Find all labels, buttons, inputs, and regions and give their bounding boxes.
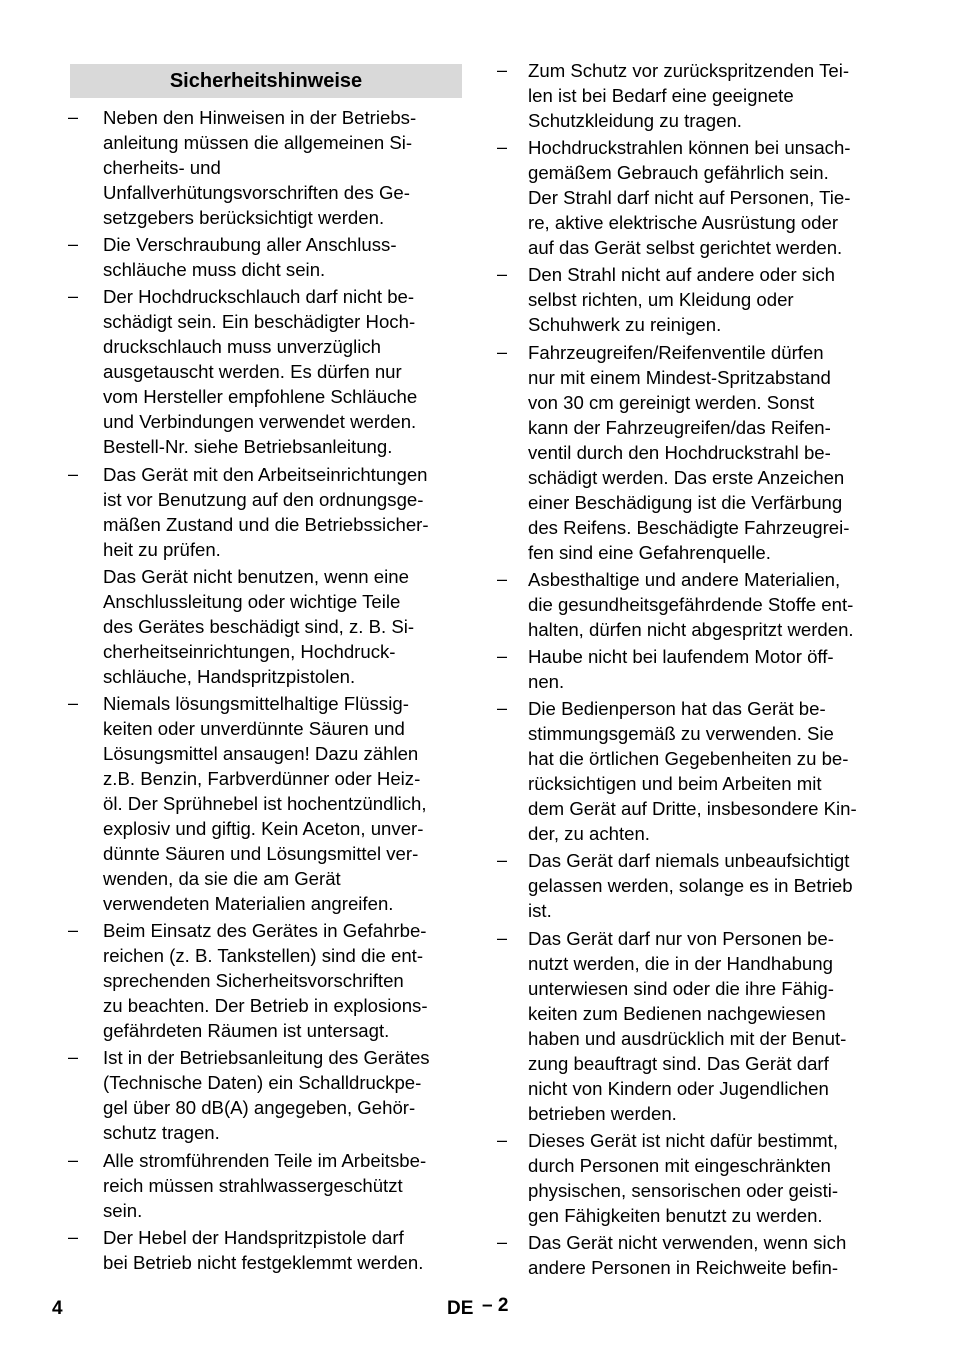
text-line: einer Beschädigung ist die Verfärbung xyxy=(528,491,843,513)
bullet-dash: – xyxy=(497,850,508,871)
text-line: ist. xyxy=(528,900,552,922)
text-line: halten, dürfen nicht abgespritzt werden. xyxy=(528,618,854,640)
text-line: gemäßem Gebrauch gefährlich sein. xyxy=(528,162,829,184)
text-line: Alle stromführenden Teile im Arbeitsbe- xyxy=(103,1149,427,1171)
text-line: Neben den Hinweisen in der Betriebs- xyxy=(103,107,417,128)
text-line: Dieses Gerät ist nicht dafür bestimmt, xyxy=(528,1129,839,1151)
text-line: vom Hersteller empfohlene Schläuche xyxy=(103,386,418,408)
bullet-dash: – xyxy=(497,1129,508,1150)
text-line: Haube nicht bei laufendem Motor öff- xyxy=(528,646,834,667)
bullet-dash: – xyxy=(497,646,508,666)
section-heading xyxy=(70,64,462,98)
text-line: zu beachten. Der Betrieb in explosions- xyxy=(103,995,428,1017)
text-line: der, zu achten. xyxy=(528,823,650,845)
text-line: selbst richten, um Kleidung oder xyxy=(528,289,794,311)
bullet-dash: – xyxy=(497,60,508,80)
text-line: mäßen Zustand und die Betriebssicher- xyxy=(103,513,429,535)
text-line: Schutzkleidung zu tragen. xyxy=(528,110,742,131)
text-line: schutz tragen. xyxy=(103,1122,220,1144)
text-line: gelassen werden, solange es in Betrieb xyxy=(528,875,853,897)
bullet-dash: – xyxy=(497,698,508,719)
text-line: Anschlussleitung oder wichtige Teile xyxy=(103,590,401,612)
bullet-dash: – xyxy=(497,927,508,948)
text-line: auf das Gerät selbst gerichtet werden. xyxy=(528,237,843,259)
text-line: Die Bedienperson hat das Gerät be- xyxy=(528,698,826,720)
text-line: Zum Schutz vor zurückspritzenden Tei- xyxy=(528,60,850,81)
text-line: unterwiesen sind oder die ihre Fähig- xyxy=(528,977,834,999)
text-line: reichen (z. B. Tankstellen) sind die ent- xyxy=(103,945,424,967)
text-line: explosiv und giftig. Kein Aceton, unver- xyxy=(103,818,424,839)
text-line: stimmungsgemäß zu verwenden. Sie xyxy=(528,723,834,745)
text-line: nicht von Kindern oder Jugendlichen xyxy=(528,1077,829,1099)
text-line: gen Fähigkeiten benutzt zu werden. xyxy=(528,1204,823,1226)
bullet-dash: – xyxy=(68,107,79,127)
text-line: Die Verschraubung aller Anschluss- xyxy=(103,234,397,256)
bullet-dash: – xyxy=(68,1149,79,1170)
text-line: des Reifens. Beschädigte Fahrzeugrei- xyxy=(528,516,850,538)
text-line: ausgetauscht werden. Es dürfen nur xyxy=(103,361,402,383)
text-line: die gesundheitsgefährdende Stoffe ent- xyxy=(528,593,854,615)
bullet-dash: – xyxy=(497,1232,508,1252)
text-line: Der Strahl darf nicht auf Personen, Tie- xyxy=(528,187,851,209)
text-line: Fahrzeugreifen/Reifenventile dürfen xyxy=(528,341,824,363)
text-line: cherheits- und xyxy=(103,157,221,178)
text-line: Schuhwerk zu reinigen. xyxy=(528,314,722,336)
bullet-dash: – xyxy=(68,234,79,255)
section-heading-text: Sicherheitshinweise xyxy=(169,69,363,92)
bullet-dash: – xyxy=(497,137,508,158)
text-line: schläuche, Handspritzpistolen. xyxy=(103,665,356,687)
bullet-dash: – xyxy=(68,286,79,307)
text-line: setzgebers berücksichtigt werden. xyxy=(103,207,385,228)
text-line: (Technische Daten) ein Schalldruckpe- xyxy=(103,1072,422,1094)
text-line: verwendeten Materialien angreifen. xyxy=(103,893,394,914)
text-line: hat die örtlichen Gegebenheiten zu be- xyxy=(528,748,849,770)
text-line: anleitung müssen die allgemeinen Si- xyxy=(103,132,413,153)
bullet-dash: – xyxy=(68,463,79,484)
text-line: Das Gerät nicht verwenden, wenn sich xyxy=(528,1232,847,1253)
text-line: Lösungsmittel ansaugen! Dazu zählen xyxy=(103,743,419,764)
text-line: nutzt werden, die in der Handhabung xyxy=(528,952,833,974)
bullet-dash: – xyxy=(68,920,79,941)
text-line: len ist bei Bedarf eine geeignete xyxy=(528,85,794,106)
bullet-dash: – xyxy=(497,568,508,589)
text-line: keiten zum Bedienen nachgewiesen xyxy=(528,1002,826,1024)
text-line: reich müssen strahlwassergeschützt xyxy=(103,1174,403,1196)
text-line: fen sind eine Gefahrenquelle. xyxy=(528,541,771,563)
text-line: schädigt sein. Ein beschädigter Hoch- xyxy=(103,311,416,333)
text-line: Der Hochdruckschlauch darf nicht be- xyxy=(103,286,415,308)
text-line: re, aktive elektrische Ausrüstung oder xyxy=(528,212,839,234)
text-line: z.B. Benzin, Farbverdünner oder Heiz- xyxy=(103,768,421,789)
bullet-dash: – xyxy=(68,693,79,713)
text-line: Unfallverhütungsvorschriften des Ge- xyxy=(103,182,410,203)
text-line: öl. Der Sprühnebel ist hochentzündlich, xyxy=(103,793,427,814)
text-line: heit zu prüfen. xyxy=(103,538,221,560)
text-line: durch Personen mit eingeschränkten xyxy=(528,1154,831,1176)
text-line: des Gerätes beschädigt sind, z. B. Si- xyxy=(103,615,415,637)
text-line: schläuche muss dicht sein. xyxy=(103,259,326,281)
text-line: nen. xyxy=(528,671,565,692)
text-line: schädigt werden. Das erste Anzeichen xyxy=(528,466,845,488)
text-line: gefährdeten Räumen ist untersagt. xyxy=(103,1020,390,1042)
bullet-dash: – xyxy=(68,1226,79,1247)
text-line: sprechenden Sicherheitsvorschriften xyxy=(103,970,404,992)
text-line: betrieben werden. xyxy=(528,1102,677,1124)
text-line: bei Betrieb nicht festgeklemmt werden. xyxy=(103,1251,424,1273)
text-line: dem Gerät auf Dritte, insbesondere Kin- xyxy=(528,798,857,820)
text-line: Das Gerät mit den Arbeitseinrichtungen xyxy=(103,463,428,485)
text-line: Niemals lösungsmittelhaltige Flüssig- xyxy=(103,693,409,714)
text-line: Der Hebel der Handspritzpistole darf xyxy=(103,1226,404,1248)
text-line: Das Gerät nicht benutzen, wenn eine xyxy=(103,565,409,587)
text-line: rücksichtigen und beim Arbeiten mit xyxy=(528,773,822,795)
text-line: kann der Fahrzeugreifen/das Reifen- xyxy=(528,416,831,438)
text-line: von 30 cm gereinigt werden. Sonst xyxy=(528,391,815,413)
language-code: DE xyxy=(447,1298,474,1319)
page-number: 4 xyxy=(52,1298,63,1319)
text-line: Das Gerät darf nur von Personen be- xyxy=(528,927,834,949)
text-line: gel über 80 dB(A) angegeben, Gehör- xyxy=(103,1097,416,1119)
sub-page-number: – 2 xyxy=(482,1295,509,1316)
bullet-dash: – xyxy=(68,1047,79,1068)
text-line: Beim Einsatz des Gerätes in Gefahrbe- xyxy=(103,920,427,942)
text-line: Bestell-Nr. siehe Betriebsanleitung. xyxy=(103,436,393,458)
text-line: zung beauftragt sind. Das Gerät darf xyxy=(528,1052,829,1074)
text-line: ist vor Benutzung auf den ordnungsge- xyxy=(103,488,424,510)
text-line: druckschlauch muss unverzüglich xyxy=(103,336,381,358)
text-line: wenden, da sie die am Gerät xyxy=(103,868,341,889)
text-line: physischen, sensorischen oder geisti- xyxy=(528,1179,839,1201)
text-line: andere Personen in Reichweite befin- xyxy=(528,1257,839,1278)
text-line: keiten oder unverdünnte Säuren und xyxy=(103,718,405,739)
text-line: sein. xyxy=(103,1199,143,1221)
bullet-dash: – xyxy=(497,341,508,362)
text-line: cherheitseinrichtungen, Hochdruck- xyxy=(103,640,396,662)
text-line: ventil durch den Hochdruckstrahl be- xyxy=(528,441,831,463)
text-line: und Verbindungen verwendet werden. xyxy=(103,411,417,433)
text-line: Asbesthaltige und andere Materialien, xyxy=(528,568,841,590)
text-line: Hochdruckstrahlen können bei unsach- xyxy=(528,137,851,159)
text-line: dünnte Säuren und Lösungsmittel ver- xyxy=(103,843,419,864)
text-line: Ist in der Betriebsanleitung des Gerätes xyxy=(103,1047,430,1069)
bullet-dash: – xyxy=(497,264,508,285)
text-line: Den Strahl nicht auf andere oder sich xyxy=(528,264,835,286)
text-line: Das Gerät darf niemals unbeaufsichtigt xyxy=(528,850,850,872)
text-line: nur mit einem Mindest-Spritzabstand xyxy=(528,366,831,388)
text-line: haben und ausdrücklich mit der Benut- xyxy=(528,1027,847,1049)
